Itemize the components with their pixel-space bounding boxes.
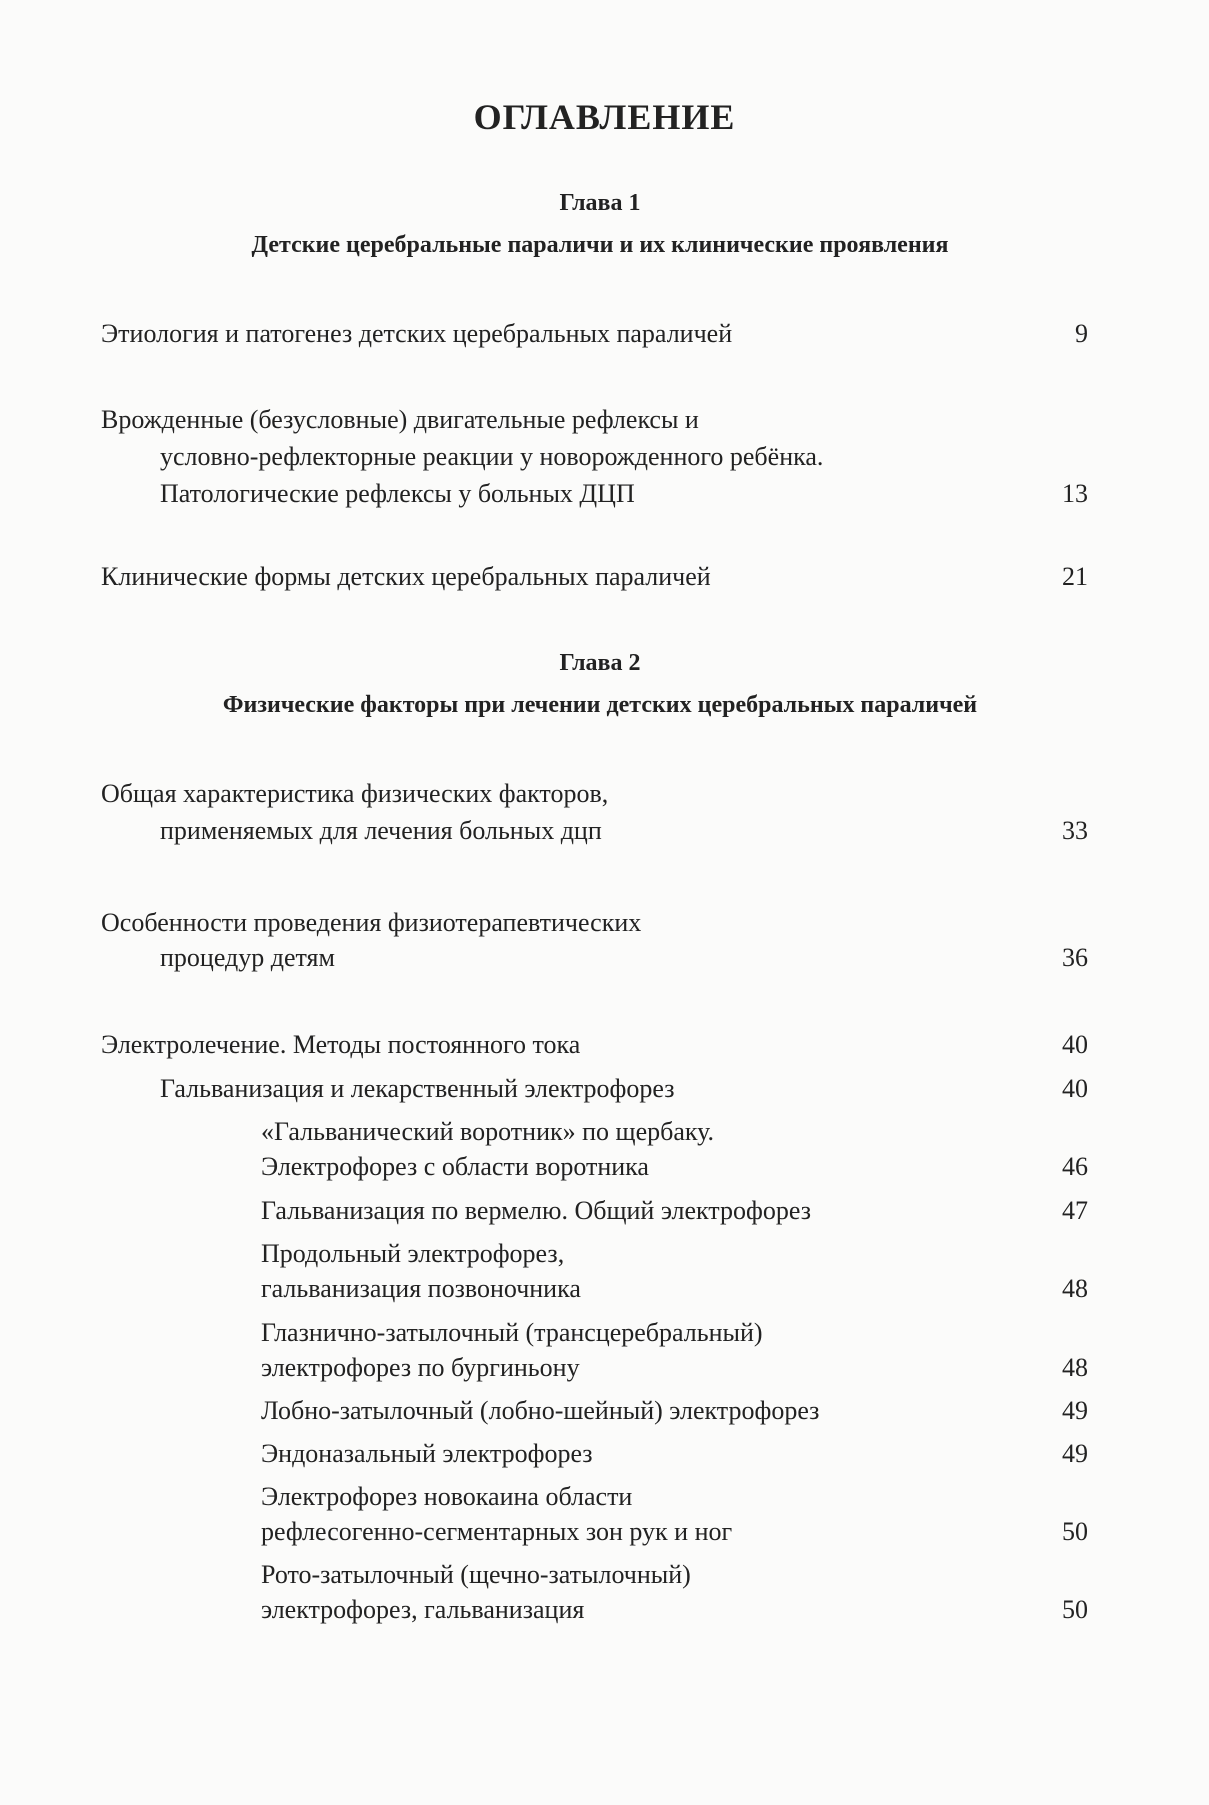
toc-entry-text: Гальванизация по вермелю. Общий электрофорез (261, 1196, 811, 1225)
chapter-2-number: Глава 2 (559, 650, 641, 676)
toc-entry-page: 48 (1062, 1353, 1088, 1382)
toc-entry-text: Врожденные (безусловные) двигательные рефлексы и (101, 405, 699, 434)
toc-entry-text: Электрофорез новокаина области (261, 1482, 633, 1511)
toc-entry-page: 40 (1062, 1030, 1088, 1059)
toc-entry-text: Этиология и патогенез детских церебральных параличей (101, 319, 733, 348)
toc-entry-text: применяемых для лечения больных дцп (160, 816, 602, 845)
toc-entry-page: 47 (1062, 1196, 1088, 1225)
toc-entry-text: электрофорез по бургиньону (261, 1353, 580, 1382)
toc-entry-page: 9 (1075, 319, 1088, 348)
toc-entry-page: 50 (1062, 1595, 1088, 1624)
toc-entry-text: рефлесогенно-сегментарных зон рук и ног (261, 1517, 733, 1546)
page-title: ОГЛАВЛЕНИЕ (473, 97, 736, 137)
toc-entry-text: Клинические формы детских церебральных параличей (101, 562, 711, 591)
toc-entry-text: Особенности проведения физиотерапевтических (101, 908, 642, 937)
toc-entry-text: «Гальванический воротник» по щербаку. (261, 1117, 715, 1146)
toc-entry-page: 50 (1062, 1517, 1088, 1546)
toc-entry-text: Продольный электрофорез, (261, 1239, 565, 1268)
toc-entry-text: Гальванизация и лекарственный электрофорез (160, 1074, 675, 1103)
toc-entry-text: Рото-затылочный (щечно-затылочный) (261, 1560, 691, 1589)
toc-entry-page: 13 (1062, 479, 1088, 508)
toc-entry-text: Электролечение. Методы постоянного тока (101, 1030, 581, 1059)
toc-entry-text: Электрофорез с области воротника (261, 1152, 649, 1181)
toc-entry-page: 33 (1062, 816, 1088, 845)
toc-entry-text: Патологические рефлексы у больных ДЦП (160, 479, 635, 508)
toc-entry-text: процедур детям (160, 943, 335, 972)
chapter-2-title: Физические факторы при лечении детских церебральных параличей (222, 692, 978, 718)
toc-entry-text: электрофорез, гальванизация (261, 1595, 585, 1624)
toc-entry-text: гальванизация позвоночника (261, 1274, 581, 1303)
toc-entry-page: 21 (1062, 562, 1088, 591)
toc-entry-page: 49 (1062, 1396, 1088, 1425)
toc-entry-text: Лобно-затылочный (лобно-шейный) электрофорез (261, 1396, 820, 1425)
toc-entry-text: Эндоназальный электрофорез (261, 1439, 593, 1468)
toc-entry-page: 40 (1062, 1074, 1088, 1103)
chapter-1-number: Глава 1 (559, 190, 641, 216)
toc-entry-text: условно-рефлекторные реакции у новорожденного ребёнка. (160, 442, 824, 471)
toc-entry-text: Общая характеристика физических факторов, (101, 779, 609, 808)
chapter-1-title: Детские церебральные параличи и их клинические проявления (251, 232, 949, 258)
toc-entry-page: 36 (1062, 943, 1088, 972)
toc-entry-text: Глазнично-затылочный (трансцеребральный) (261, 1318, 763, 1347)
toc-entry-page: 48 (1062, 1274, 1088, 1303)
toc-entry-page: 49 (1062, 1439, 1088, 1468)
toc-entry-page: 46 (1062, 1152, 1088, 1181)
